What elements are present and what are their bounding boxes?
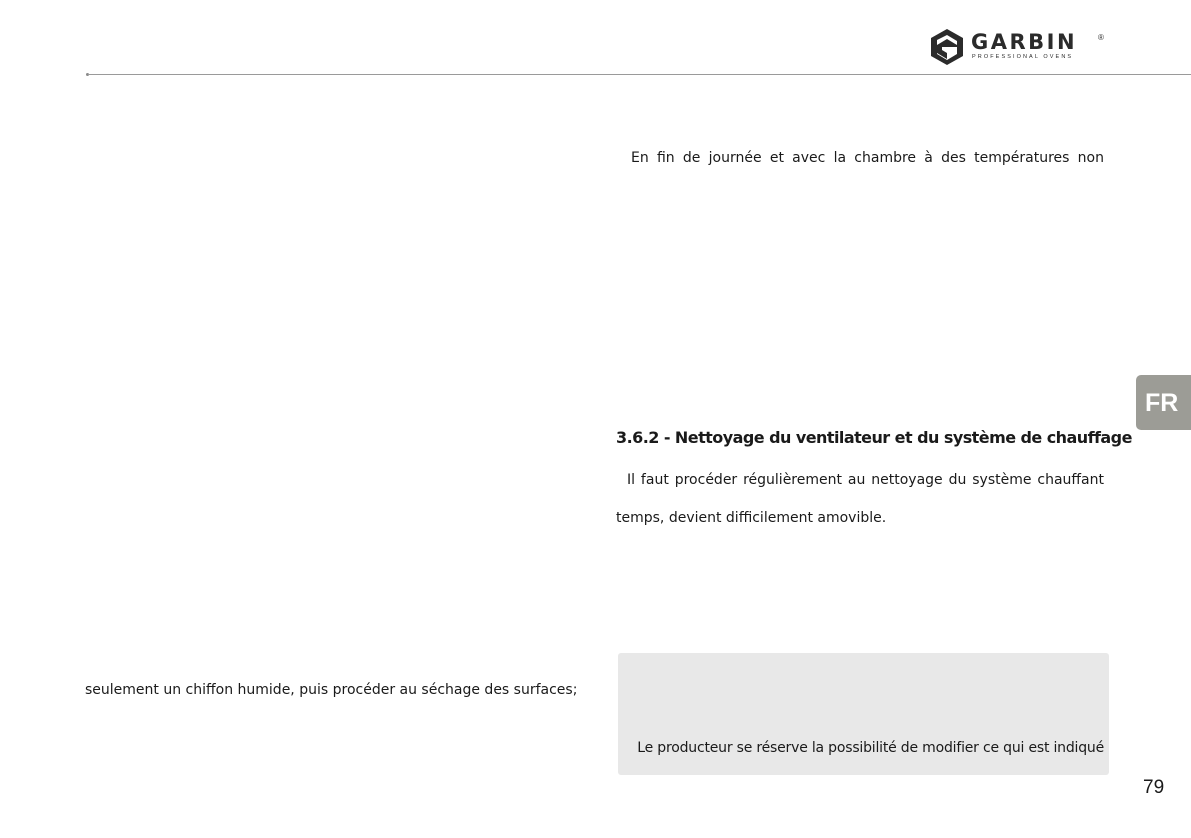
section-heading-fan-cleaning: 3.6.2 - Nettoyage du ventilateur et du système de chauffage bbox=[616, 428, 1132, 448]
notice-box bbox=[618, 653, 1109, 775]
notice-text: Le producteur se réserve la possibilité de modifier ce qui est indiqué bbox=[637, 740, 1104, 756]
garbin-logo bbox=[928, 28, 1108, 68]
left-column-line: seulement un chiffon humide, puis procéder au séchage des surfaces; bbox=[85, 682, 578, 698]
logo-tagline: PROFESSIONAL OVENS bbox=[972, 54, 1074, 60]
garbin-logo-icon bbox=[928, 28, 966, 66]
page-number: 79 bbox=[1143, 777, 1165, 798]
section-paragraph-line-1: Il faut procéder régulièrement au nettoyage du système chauffant bbox=[627, 472, 1104, 488]
logo-wordmark: GARBIN bbox=[971, 30, 1078, 54]
paragraph-end-of-day: En fin de journée et avec la chambre à des températures non bbox=[631, 150, 1104, 166]
language-tab-label: FR bbox=[1145, 389, 1179, 417]
header-divider bbox=[88, 74, 1191, 75]
language-tab bbox=[1136, 375, 1191, 430]
logo-registered-mark: ® bbox=[1098, 33, 1104, 42]
section-paragraph-line-2: temps, devient difficilement amovible. bbox=[616, 510, 887, 526]
